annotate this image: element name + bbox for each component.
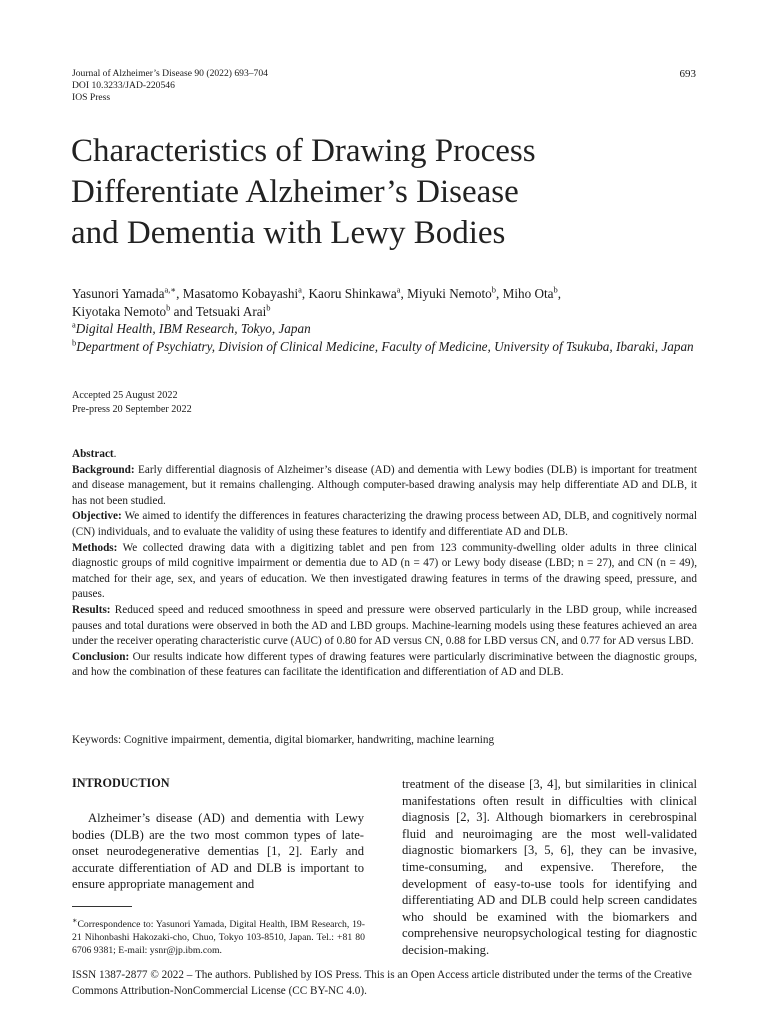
correspondence-footnote [72, 914, 365, 957]
affiliation-mark: a [72, 319, 76, 330]
author-affiliation-mark: b [266, 302, 271, 313]
affiliation-text: Department of Psychiatry, Division of Clinical Medicine, Faculty of Medicine, University of Tsukuba, Ibaraki, Japan [76, 338, 694, 354]
journal-header [72, 68, 268, 104]
accepted-date: Accepted 25 August 2022 [72, 390, 178, 401]
author-name: , Kaoru Shinkawa [301, 286, 397, 301]
author-affiliation-mark: b [166, 302, 171, 313]
footnote-text: Correspondence to: Yasunori Yamada, Digital Health, IBM Research, 19-21 Nihonbashi Hakozaki-cho, Chuo, Tokyo 103-8510, Japan. Tel.: +81 80 6706 9381; E-mail: ysnr@jp.ibm.com. [72, 919, 365, 957]
author-affiliation-mark: b [491, 284, 496, 295]
footnote-mark: ∗ [72, 916, 78, 925]
author-name: , Miho Ota [496, 286, 554, 301]
section-label: Background: [72, 463, 135, 476]
affiliation-b [72, 338, 700, 356]
body-paragraph: treatment of the disease [3, 4], but similarities in clinical manifestations often result in difficulties with clinical diagnosis [2, 3]. Although biomarkers in cerebrospinal fluid and neuroimaging are the most well-validated diagnostic biomarkers [3, 5, 6], they can be invasive, time-consuming, and expensive. Therefore, the development of easy-to-use tools for identifying and differentiating AD and DLB could help screen candidates who should be examined with the biomarkers and comprehensive neuropsychological testing for diagnostic decision-making. [402, 777, 697, 957]
section-label: Results: [72, 603, 111, 616]
publication-dates [72, 389, 192, 416]
left-column [72, 776, 364, 893]
author-name: Kiyotaka Nemoto [72, 303, 167, 319]
section-label: Objective: [72, 510, 122, 523]
abstract [72, 447, 697, 681]
author-affiliation-mark: a,∗ [164, 284, 177, 295]
abstract-conclusion: Conclusion: Our results indicate how different types of drawing features were particularly discriminative between the diagnostic groups, and how the combination of these features can facilitate the identification and differentiation of AD and DLB. [72, 650, 697, 679]
section-heading-introduction: INTRODUCTION [72, 776, 170, 790]
right-column [402, 776, 697, 959]
title-line-3: and Dementia with Lewy Bodies [71, 215, 506, 251]
author-name: , Miyuki Nemoto [400, 286, 492, 301]
author-separator: , [557, 286, 562, 301]
section-label: Conclusion: [72, 650, 130, 663]
doi[interactable]: DOI 10.3233/JAD-220546 [72, 80, 175, 91]
affiliation-a [72, 320, 700, 338]
author-name: , Masatomo Kobayashi [176, 286, 299, 301]
abstract-heading: Abstract. [72, 448, 117, 460]
author-name: Yasunori Yamada [72, 286, 165, 301]
abstract-background: Background: Early differential diagnosis of Alzheimer’s disease (AD) and dementia with Lewy bodies (DLB) is important for treatment and disease management, but it remains challenging. Although computer-based drawing analysis may help differentiate AD and DLB, it has not been studied. [72, 463, 697, 507]
license-statement: ISSN 1387-2877 © 2022 – The authors. Published by IOS Press. This is an Open Access article distributed under the terms of the Creative Commons Attribution-NonCommercial License (CC BY-NC 4.0). [72, 969, 692, 997]
author-affiliation-mark: a [298, 284, 302, 295]
title-line-1: Characteristics of Drawing Process [71, 133, 536, 169]
publisher: IOS Press [72, 92, 111, 103]
author-affiliation-mark: a [396, 284, 401, 295]
author-list [72, 285, 702, 320]
section-label: Methods: [72, 541, 118, 554]
abstract-objective: Objective: We aimed to identify the differences in features characterizing the drawing process between AD, DLB, and cognitively normal (CN) individuals, and to evaluate the validity of using these features to identify and differentiate AD and DLB. [72, 510, 697, 538]
prepress-date: Pre-press 20 September 2022 [72, 403, 192, 415]
keywords: Keywords: Cognitive impairment, dementia, digital biomarker, handwriting, machine learning [72, 734, 495, 746]
abstract-results: Results: Reduced speed and reduced smoothness in speed and pressure were observed particularly in the LBD group, while increased pauses and total durations were observed in both the AD and LBD groups. Machine-learning models using these features achieved an area under the receiver operating characteristic curve (AUC) of 0.80 for AD versus CN, 0.88 for LBD versus CN, and 0.77 for AD versus LBD. [72, 603, 697, 648]
article-title [71, 131, 711, 254]
body-paragraph: Alzheimer’s disease (AD) and dementia with Lewy bodies (DLB) are the two most common types of late-onset neurodegenerative dementias [1, 2]. Early and accurate differentiation of AD and DLB is important to ensure appropriate management and [72, 811, 364, 892]
footnote-divider [72, 906, 132, 907]
author-name: and Tetsuaki Arai [170, 303, 267, 319]
title-line-2: Differentiate Alzheimer’s Disease [71, 174, 519, 210]
affiliations [72, 320, 700, 355]
abstract-methods: Methods: We collected drawing data with a digitizing tablet and pen from 123 community-dwelling older adults in three clinical diagnostic groups of mild cognitive impairment or dementia due to AD (n = 47) or Lewy body disease (LBD; n = 27), and CN (n = 49), matched for their age, sex, and years of education. We then investigated drawing features in terms of the drawing speed, pressure, and pauses. [72, 541, 697, 601]
affiliation-text: Digital Health, IBM Research, Tokyo, Japan [75, 321, 311, 336]
journal-citation: Journal of Alzheimer’s Disease 90 (2022) 693–704 [72, 68, 268, 79]
page-number: 693 [679, 68, 696, 80]
author-affiliation-mark: b [553, 284, 558, 295]
affiliation-mark: b [72, 337, 77, 348]
